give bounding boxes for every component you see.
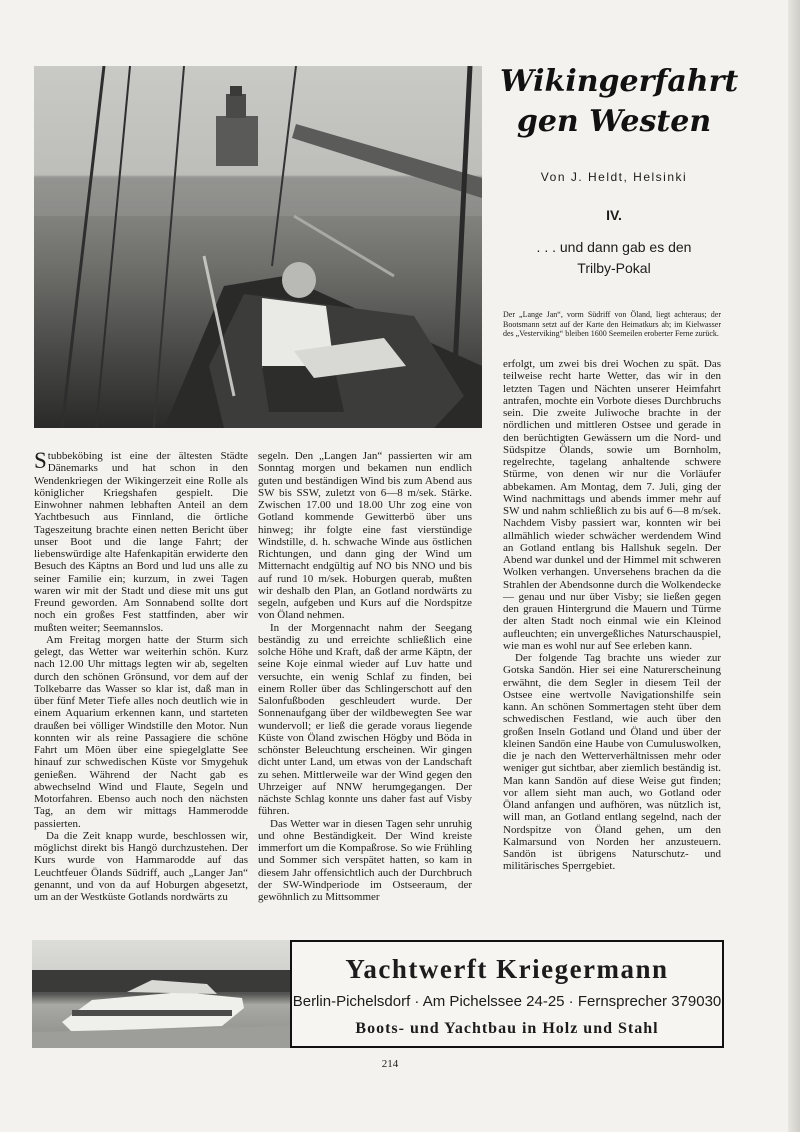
paragraph: Der folgende Tag brachte uns wieder zur Gotska Sandön. Hier sei eine Naturerscheinung erwähnt, die dem Segler in diesem Teil der Ostsee eine wertvolle Navigationshilfe sein kann. An schönen Sommertagen steht über dem schwedischen Festland, wie auch über den großen Inseln Gotland und Öland und über der kleinen Sandön eine Haube von Cumuluswolken, die je nach den Wetterverhältnissen mehr oder weniger gut sichtbar, aber ziemlich beständig ist. Man kann Sandön auf diese Weise gut finden; vor allem sieht man auch, wo Gotland oder Öland anfangen und aufhören, was nützlich ist, will man, an Gotland entlang segelnd, nach der Nordspitze von Öland gehen, um den Kalmarsund von Norden her anzusteuern. Sandön ist übrigens Naturschutz- und militärisches Sperrgebiet. <box>503 652 721 873</box>
article-photo <box>34 66 482 428</box>
page-edge <box>788 0 800 1132</box>
paragraph: tubbeköbing ist eine der ältesten Städte Dänemarks und hat schon in den Wendenkriegen der Wikingerzeit eine Rolle als königlicher Kriegshafen gespielt. Die Einwohner nahmen lebhaften Anteil an dem Yachtbesuch aus Finnland, die örtliche Tageszeitung brachte einen netten Bericht über unser Boot und die lange Fahrt; der liebenswürdige alte Hafenkapitän erwiderte den Besuch des Käptns an Bord und lud uns alle zu seiner Familie ein; kurzum, in zwei Tagen waren wir mit der Stadt und diese mit uns gut Freund geworden. Am Sonnabend sollte dort noch ein großes Fest stattfinden, aber wir mußten weiter; Seemannslos. <box>34 450 248 634</box>
ad-trade: Boots- und Yachtbau in Holz und Stahl <box>355 1020 659 1037</box>
advertisement-photo <box>32 940 290 1048</box>
byline: Von J. Heldt, Helsinki <box>540 170 688 184</box>
article-subtitle <box>500 237 728 279</box>
paragraph: segeln. Den „Langen Jan“ passierten wir am Sonntag morgen und bekamen nun endlich guten und beständigen Wind bis zum Abend aus SW bis SSW, zuletzt von 6—8 m/sek. Stärke. Zwischen 17.00 und 18.00 Uhr zog eine von Gotland kommende Gewitterbö über uns hinweg; ihr folgte eine fast vierstündige Windstille, d. h. schwache Winde aus östlichen Richtungen, und dann ging der Wind um Mitternacht endgültig auf NO bis NNO und bis auf rund 10 m/sek. Hoburgen querab, mußten wir deshalb den Plan, an Gotland nordwärts zu segeln, aufgeben und Kurs auf die Nordspitze von Öland nehmen. <box>258 450 472 622</box>
article-column-1 <box>34 450 248 903</box>
article-title <box>500 62 739 142</box>
article-column-2 <box>258 450 472 903</box>
ad-address: Berlin-Pichelsdorf · Am Pichelssee 24-25 · Fernsprecher 379030 <box>292 993 722 1010</box>
subtitle-line-2: Trilby-Pokal <box>577 260 651 276</box>
part-number: IV. <box>606 207 622 223</box>
paragraph: Das Wetter war in diesen Tagen sehr unruhig und ohne Beständigkeit. Der Wind kreiste immerfort um die Kompaßrose. So wie Frühling und Sommer sich verspätet hatten, so kam in diesem Jahr offensichtlich auch der Durchbruch der SW-Windperiode im Ostseeraum, der gewöhnlich zu Mittsommer <box>258 817 472 903</box>
page-number: 214 <box>381 1058 399 1070</box>
photo-caption: Der „Lange Jan“, vorm Südriff von Öland, liegt achteraus; der Bootsmann setzt auf der Karte den Heimatkurs ab; im Kielwasser des „Vesterviking“ bleiben 1600 Seemeilen eroberter Ferne zurück. <box>503 310 721 338</box>
title-line-2: gen Westen <box>516 104 712 139</box>
title-line-1: Wikingerfahrt <box>500 64 739 99</box>
paragraph: Da die Zeit knapp wurde, beschlossen wir, möglichst direkt bis Hangö durchzustehen. Der Kurs wurde von Hammarodde auf das Leuchtfeuer Ölands Südriff, auch „Langer Jan“ genannt, und von da auf Hoburgen abgesetzt, um an der Westküste Gotlands nordwärts zu <box>34 829 248 903</box>
ad-company-name: Yachtwerft Kriegermann <box>345 954 669 984</box>
paragraph: Am Freitag morgen hatte der Sturm sich gelegt, das Wetter war weiterhin schön. Kurz nach 12.00 Uhr mittags legten wir ab, segelten durch den schönen Grönsund, vor dem auf der Tolkebarre das Wasser so klar ist, daß man in über fünf Meter Tiefe alles noch deutlich wie in einem Aquarium erkennen kann, und starteten draußen bei völliger Windstille den Motor. Nun konnten wir als reine Passagiere die schöne Fahrt um Möen über eine spiegelglatte See hinauf zur schwedischen Küste vor Smygehuk genießen. Während der Nacht gab es abwechselnd Wind und Flaute, Segeln und Motorfahren. Ebenso auch noch den nächsten Tag, an dem wir mittags Hammerodde passierten. <box>34 633 248 830</box>
drop-cap: S <box>34 448 47 473</box>
subtitle-line-1: . . . und dann gab es den <box>536 239 692 255</box>
paragraph: erfolgt, um zwei bis drei Wochen zu spät. Das teilweise recht harte Wetter, das wir in den letzten Tagen und Nächten unserer Heimfahrt antrafen, mochte ein Vorbote dieses Durchbruchs sein. Die zweite Juliwoche brachte in der nördlichen und mittleren Ostsee und gerade in den berüchtigten Gewässern um die Nord- und Südspitze Ölands, sowie um Bornholm, regelrechte, tagelang anhaltende schwere Stürme, von denen wir nur die Vorläufer abbekamen. Am Montag, dem 7. Juli, ging der Wind nachmittags und abends immer mehr auf SW und nahm schließlich zu bis auf 6—8 m/sek. Nachdem Visby passiert war, konnten wir bei allmählich wieder schwächer werdendem Wind an Gotland entlang bis Hallshuk segeln. Der Abend war dunkel und der Himmel mit schweren Wolken verhangen. Unversehens brachen da die Strahlen der Abendsonne durch die Wolkendecke — genau und nur über Visby; sie ließen gegen den grauen Hintergrund die Mauern und Türme der alten Stadt noch einmal wie ein Kleinod aufleuchten; ein unvergeßliches Naturschauspiel, wie man es wohl nur auf See erleben kann. <box>503 358 721 652</box>
advertisement <box>290 940 724 1048</box>
article-column-3 <box>503 358 721 873</box>
paragraph: In der Morgennacht nahm der Seegang beständig zu und erreichte schließlich eine solche Höhe und Kraft, daß der arme Käptn, der seine Koje einmal wieder auf Luv hatte und versuchte, ein wenig Schlaf zu finden, bei einem Roller über das Schlingerschott auf den Salonfußboden geschleudert wurde. Der Sonnenaufgang über der wildbewegten See war wundervoll; er ließ die gerade voraus liegende Küste von Öland zwischen Högby und Böda in schönster Beleuchtung erscheinen. Wir gingen dicht unter Land, um etwas von der Landschaft zu sehen. Mittlerweile war der Wind gegen den Uhrzeiger auf NNW herumgegangen. Der nächste Schlag konnte uns daher fast auf Visby führen. <box>258 621 472 818</box>
